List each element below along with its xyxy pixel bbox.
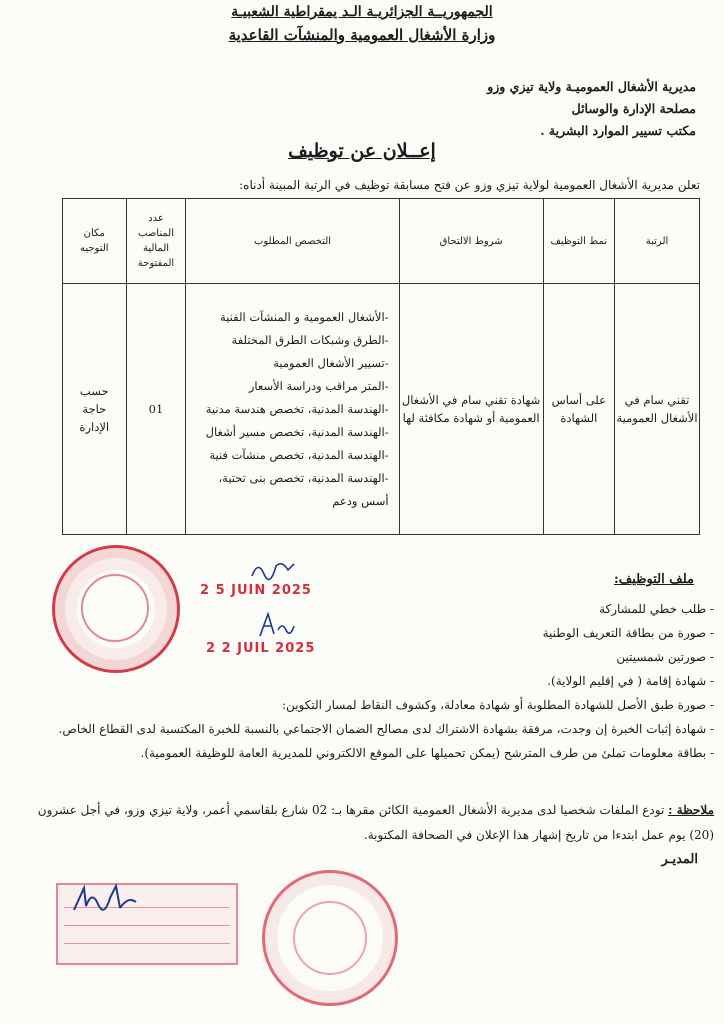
note-paragraph — [20, 798, 714, 848]
note-text: تودع الملفات شخصيا لدى مديرية الأشغال العمومية الكائن مقرها بـ: 02 شارع بلقاسمي أعمر، ولاية تيزي وزو، في أجل عشرون (20) يوم عمل ابتدءا من تاريخ إشهار هذا الإعلان في الصحافة المكتوبة. — [37, 803, 714, 842]
col-posts-l1: عدد — [148, 213, 164, 224]
cell-mode — [543, 284, 614, 535]
col-mode: نمط التوظيف — [543, 199, 614, 284]
cell-cond-l2: العمومية أو شهادة مكافئة لها — [402, 411, 540, 425]
specialty-item: -المتر مراقب ودراسة الأسعار — [248, 378, 389, 393]
col-specialty: التخصص المطلوب — [186, 199, 399, 284]
ministry-heading: وزارة الأشغال العمومية والمنشآت القاعدية — [228, 26, 496, 44]
cell-cond-l1: شهادة تقني سام في الأشغال — [401, 393, 541, 407]
table-row — [63, 284, 700, 535]
list-item: - شهادة إقامة ( في إقليم الولاية). — [547, 674, 714, 688]
cell-mode-l2: الشهادة — [560, 411, 598, 425]
col-posts — [126, 199, 186, 284]
specialty-item: -الهندسة المدنية، تخصص بنى تحتية، — [218, 470, 389, 485]
note-label: ملاحظة : — [668, 803, 714, 817]
list-item: - صورتين شمسيتين — [616, 650, 714, 664]
specialty-item: -الهندسة المدنية، تخصص مسير أشغال — [205, 424, 389, 439]
director-round-seal — [262, 870, 398, 1006]
cell-specialties — [186, 284, 399, 535]
col-rank: الرتبة — [615, 199, 700, 284]
initials-signature-1 — [248, 556, 298, 584]
specialty-item: -الطرق وشبكات الطرق المختلفة — [231, 332, 389, 347]
intro-text: تعلن مديرية الأشغال العمومية لولاية تيزي وزو عن فتح مسابقة توظيف في الرتبة المبينة أدناه: — [239, 178, 700, 192]
col-posts-l3: المالية — [142, 243, 170, 254]
republic-heading: الجمهوريــة الجزائريـة الـد يمقراطية الشعبيـة — [231, 4, 493, 20]
director-signature — [70, 880, 140, 920]
specialty-item: -الهندسة المدنية، تخصص منشآت فنية — [209, 447, 389, 462]
cell-place-l1: حسب — [79, 384, 109, 398]
col-place — [63, 199, 127, 284]
recruitment-file-title: ملف التوظيف: — [614, 572, 694, 587]
recruitment-table — [62, 198, 700, 535]
office-line: مكتب تسيير الموارد البشرية . — [540, 123, 696, 138]
cell-place — [63, 284, 127, 535]
col-place-l1: مكان — [83, 228, 105, 239]
cell-mode-l1: على أساس — [551, 393, 606, 407]
specialty-item: -تسيير الأشغال العمومية — [273, 355, 389, 370]
col-posts-l2: المناصب — [138, 228, 174, 239]
cell-place-l3: الإدارة — [79, 420, 110, 434]
cell-rank-l1: تقني سام في — [624, 393, 690, 407]
specialty-item: أسس ودعم — [332, 493, 389, 508]
service-line: مصلحة الإدارة والوسائل — [571, 101, 696, 116]
col-posts-l4: المفتوحة — [137, 258, 175, 269]
list-item: - صورة طبق الأصل للشهادة المطلوبة أو شهادة معادلة، وكشوف النقاط لمسار التكوين: — [282, 698, 714, 712]
page-title: إعــلان عن توظيف — [288, 140, 436, 162]
cell-rank — [615, 284, 700, 535]
list-item: - طلب خطي للمشاركة — [599, 602, 714, 616]
cell-place-l2: حاجة — [82, 402, 107, 416]
list-item: - صورة من بطاقة التعريف الوطنية — [542, 626, 714, 640]
list-item: - بطاقة معلومات تملئ من طرف المترشح (يمكن تحميلها على الموقع الالكتروني للمديرية العامة للوظيفة العمومية). — [140, 746, 714, 760]
specialty-item: -الهندسة المدنية، تخصص هندسة مدنية — [205, 401, 389, 416]
col-place-l2: التوجيه — [79, 243, 109, 254]
col-conditions: شروط الالتحاق — [399, 199, 543, 284]
director-title: المديـر — [661, 852, 698, 867]
specialty-item: -الأشغال العمومية و المنشآت الفنية — [220, 309, 389, 324]
cell-posts: 01 — [126, 284, 186, 535]
directorate-block — [487, 76, 696, 142]
date-stamp-received: 2 5 JUIN 2025 — [200, 583, 312, 598]
table-header-row — [63, 199, 700, 284]
cell-conditions — [399, 284, 543, 535]
list-item: - شهادة إثبات الخبرة إن وجدت، مرفقة بشهادة الاشتراك لدى مصالح الضمان الاجتماعي بالنسبة للخبرة المكتسبة لدى القطاع الخاص. — [58, 722, 714, 736]
cell-rank-l2: الأشغال العمومية — [616, 411, 698, 425]
date-stamp-published: 2 2 JUIL 2025 — [206, 641, 316, 656]
directorate-line: مديرية الأشغال العموميـة ولاية تيزي وزو — [487, 79, 696, 94]
required-documents-list — [24, 598, 714, 766]
